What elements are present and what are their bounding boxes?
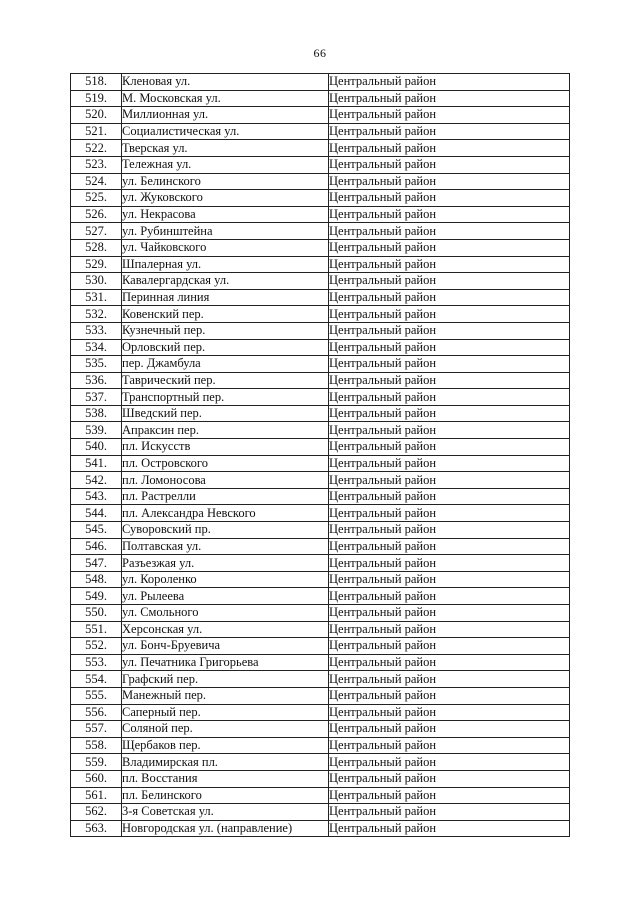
street-name-cell: Апраксин пер. xyxy=(122,422,329,439)
table-row xyxy=(71,605,570,622)
row-number-cell: 552. xyxy=(71,638,122,655)
table-row xyxy=(71,306,570,323)
district-cell: Центральный район xyxy=(329,322,570,339)
row-number-cell: 518. xyxy=(71,74,122,91)
row-number-cell: 539. xyxy=(71,422,122,439)
street-name-cell: Манежный пер. xyxy=(122,687,329,704)
table-row xyxy=(71,538,570,555)
table-row xyxy=(71,687,570,704)
street-name-cell: Щербаков пер. xyxy=(122,737,329,754)
table-row xyxy=(71,721,570,738)
street-name-cell: ул. Белинского xyxy=(122,173,329,190)
district-cell: Центральный район xyxy=(329,389,570,406)
table-row xyxy=(71,621,570,638)
street-name-cell: Шпалерная ул. xyxy=(122,256,329,273)
street-name-cell: пл. Островского xyxy=(122,455,329,472)
district-cell: Центральный район xyxy=(329,339,570,356)
row-number-cell: 558. xyxy=(71,737,122,754)
street-name-cell: Новгородская ул. (направление) xyxy=(122,820,329,837)
row-number-cell: 527. xyxy=(71,223,122,240)
district-cell: Центральный район xyxy=(329,605,570,622)
district-cell: Центральный район xyxy=(329,522,570,539)
street-name-cell: Соляной пер. xyxy=(122,721,329,738)
district-cell: Центральный район xyxy=(329,754,570,771)
district-cell: Центральный район xyxy=(329,306,570,323)
table-row xyxy=(71,522,570,539)
table-row xyxy=(71,787,570,804)
district-cell: Центральный район xyxy=(329,588,570,605)
district-cell: Центральный район xyxy=(329,455,570,472)
street-name-cell: Тверская ул. xyxy=(122,140,329,157)
row-number-cell: 522. xyxy=(71,140,122,157)
row-number-cell: 540. xyxy=(71,439,122,456)
street-name-cell: Разъезжая ул. xyxy=(122,555,329,572)
district-cell: Центральный район xyxy=(329,372,570,389)
district-cell: Центральный район xyxy=(329,555,570,572)
district-cell: Центральный район xyxy=(329,140,570,157)
street-name-cell: Шведский пер. xyxy=(122,405,329,422)
street-name-cell: Миллионная ул. xyxy=(122,107,329,124)
street-name-cell: ул. Жуковского xyxy=(122,190,329,207)
street-name-cell: Графский пер. xyxy=(122,671,329,688)
table-row xyxy=(71,190,570,207)
row-number-cell: 542. xyxy=(71,472,122,489)
district-cell: Центральный район xyxy=(329,721,570,738)
row-number-cell: 534. xyxy=(71,339,122,356)
row-number-cell: 523. xyxy=(71,156,122,173)
table-row xyxy=(71,356,570,373)
street-name-cell: ул. Чайковского xyxy=(122,239,329,256)
street-name-cell: пл. Восстания xyxy=(122,770,329,787)
street-name-cell: Саперный пер. xyxy=(122,704,329,721)
street-name-cell: Орловский пер. xyxy=(122,339,329,356)
street-name-cell: Владимирская пл. xyxy=(122,754,329,771)
district-cell: Центральный район xyxy=(329,206,570,223)
table-row xyxy=(71,140,570,157)
street-name-cell: ул. Печатника Григорьева xyxy=(122,654,329,671)
row-number-cell: 556. xyxy=(71,704,122,721)
district-cell: Центральный район xyxy=(329,422,570,439)
district-cell: Центральный район xyxy=(329,273,570,290)
street-name-cell: Полтавская ул. xyxy=(122,538,329,555)
district-cell: Центральный район xyxy=(329,223,570,240)
district-cell: Центральный район xyxy=(329,488,570,505)
district-cell: Центральный район xyxy=(329,571,570,588)
street-name-cell: М. Московская ул. xyxy=(122,90,329,107)
table-row xyxy=(71,389,570,406)
row-number-cell: 555. xyxy=(71,687,122,704)
district-cell: Центральный район xyxy=(329,770,570,787)
table-row xyxy=(71,472,570,489)
row-number-cell: 550. xyxy=(71,605,122,622)
district-cell: Центральный район xyxy=(329,405,570,422)
row-number-cell: 524. xyxy=(71,173,122,190)
table-row xyxy=(71,488,570,505)
page-number: 66 xyxy=(313,46,327,60)
district-cell: Центральный район xyxy=(329,737,570,754)
row-number-cell: 545. xyxy=(71,522,122,539)
row-number-cell: 532. xyxy=(71,306,122,323)
district-cell: Центральный район xyxy=(329,156,570,173)
district-cell: Центральный район xyxy=(329,123,570,140)
table-row xyxy=(71,555,570,572)
district-cell: Центральный район xyxy=(329,356,570,373)
row-number-cell: 531. xyxy=(71,289,122,306)
table-row xyxy=(71,90,570,107)
street-name-cell: ул. Бонч-Бруевича xyxy=(122,638,329,655)
row-number-cell: 535. xyxy=(71,356,122,373)
table-row xyxy=(71,754,570,771)
district-cell: Центральный район xyxy=(329,173,570,190)
district-cell: Центральный район xyxy=(329,687,570,704)
table-row xyxy=(71,372,570,389)
row-number-cell: 537. xyxy=(71,389,122,406)
row-number-cell: 546. xyxy=(71,538,122,555)
row-number-cell: 528. xyxy=(71,239,122,256)
table-row xyxy=(71,239,570,256)
street-name-cell: ул. Смольного xyxy=(122,605,329,622)
district-cell: Центральный район xyxy=(329,804,570,821)
table-row xyxy=(71,156,570,173)
table-row xyxy=(71,422,570,439)
table-row xyxy=(71,322,570,339)
district-cell: Центральный район xyxy=(329,74,570,91)
row-number-cell: 536. xyxy=(71,372,122,389)
street-name-cell: Кленовая ул. xyxy=(122,74,329,91)
district-cell: Центральный район xyxy=(329,190,570,207)
table-row xyxy=(71,289,570,306)
district-cell: Центральный район xyxy=(329,654,570,671)
district-cell: Центральный район xyxy=(329,538,570,555)
street-name-cell: Таврический пер. xyxy=(122,372,329,389)
table-row xyxy=(71,455,570,472)
table-row xyxy=(71,74,570,91)
district-cell: Центральный район xyxy=(329,505,570,522)
street-name-cell: Социалистическая ул. xyxy=(122,123,329,140)
district-cell: Центральный район xyxy=(329,239,570,256)
row-number-cell: 553. xyxy=(71,654,122,671)
row-number-cell: 519. xyxy=(71,90,122,107)
table-row xyxy=(71,671,570,688)
row-number-cell: 530. xyxy=(71,273,122,290)
street-name-cell: ул. Короленко xyxy=(122,571,329,588)
street-name-cell: пл. Александра Невского xyxy=(122,505,329,522)
table-row xyxy=(71,223,570,240)
street-name-cell: Суворовский пр. xyxy=(122,522,329,539)
district-cell: Центральный район xyxy=(329,289,570,306)
table-row xyxy=(71,123,570,140)
street-name-cell: Херсонская ул. xyxy=(122,621,329,638)
street-name-cell: Кавалергардская ул. xyxy=(122,273,329,290)
street-name-cell: ул. Рубинштейна xyxy=(122,223,329,240)
row-number-cell: 541. xyxy=(71,455,122,472)
district-cell: Центральный район xyxy=(329,107,570,124)
row-number-cell: 529. xyxy=(71,256,122,273)
street-name-cell: ул. Рылеева xyxy=(122,588,329,605)
row-number-cell: 549. xyxy=(71,588,122,605)
table-row xyxy=(71,820,570,837)
district-cell: Центральный район xyxy=(329,621,570,638)
row-number-cell: 560. xyxy=(71,770,122,787)
table-row xyxy=(71,273,570,290)
row-number-cell: 543. xyxy=(71,488,122,505)
table-row xyxy=(71,505,570,522)
district-cell: Центральный район xyxy=(329,820,570,837)
row-number-cell: 525. xyxy=(71,190,122,207)
table-row xyxy=(71,107,570,124)
street-name-cell: Кузнечный пер. xyxy=(122,322,329,339)
district-cell: Центральный район xyxy=(329,638,570,655)
row-number-cell: 554. xyxy=(71,671,122,688)
row-number-cell: 520. xyxy=(71,107,122,124)
district-cell: Центральный район xyxy=(329,787,570,804)
row-number-cell: 521. xyxy=(71,123,122,140)
row-number-cell: 557. xyxy=(71,721,122,738)
table-row xyxy=(71,256,570,273)
row-number-cell: 551. xyxy=(71,621,122,638)
table-row xyxy=(71,638,570,655)
street-name-cell: пл. Растрелли xyxy=(122,488,329,505)
table-row xyxy=(71,704,570,721)
street-name-cell: 3-я Советская ул. xyxy=(122,804,329,821)
table-row xyxy=(71,654,570,671)
table-row xyxy=(71,804,570,821)
street-name-cell: Перинная линия xyxy=(122,289,329,306)
row-number-cell: 526. xyxy=(71,206,122,223)
table-row xyxy=(71,405,570,422)
table-row xyxy=(71,737,570,754)
row-number-cell: 562. xyxy=(71,804,122,821)
street-name-cell: пл. Ломоносова xyxy=(122,472,329,489)
row-number-cell: 561. xyxy=(71,787,122,804)
district-cell: Центральный район xyxy=(329,256,570,273)
table-row xyxy=(71,339,570,356)
district-cell: Центральный район xyxy=(329,90,570,107)
street-name-cell: пл. Белинского xyxy=(122,787,329,804)
district-cell: Центральный район xyxy=(329,704,570,721)
district-cell: Центральный район xyxy=(329,439,570,456)
row-number-cell: 547. xyxy=(71,555,122,572)
row-number-cell: 544. xyxy=(71,505,122,522)
street-name-cell: пл. Искусств xyxy=(122,439,329,456)
table-body xyxy=(71,74,570,837)
street-name-cell: Ковенский пер. xyxy=(122,306,329,323)
street-name-cell: Тележная ул. xyxy=(122,156,329,173)
street-name-cell: Транспортный пер. xyxy=(122,389,329,406)
row-number-cell: 538. xyxy=(71,405,122,422)
street-name-cell: ул. Некрасова xyxy=(122,206,329,223)
table-row xyxy=(71,439,570,456)
street-district-table xyxy=(70,73,570,837)
row-number-cell: 559. xyxy=(71,754,122,771)
row-number-cell: 548. xyxy=(71,571,122,588)
row-number-cell: 563. xyxy=(71,820,122,837)
table-row xyxy=(71,770,570,787)
table-row xyxy=(71,571,570,588)
table-row xyxy=(71,206,570,223)
row-number-cell: 533. xyxy=(71,322,122,339)
table-row xyxy=(71,588,570,605)
street-name-cell: пер. Джамбула xyxy=(122,356,329,373)
district-cell: Центральный район xyxy=(329,472,570,489)
table-row xyxy=(71,173,570,190)
district-cell: Центральный район xyxy=(329,671,570,688)
